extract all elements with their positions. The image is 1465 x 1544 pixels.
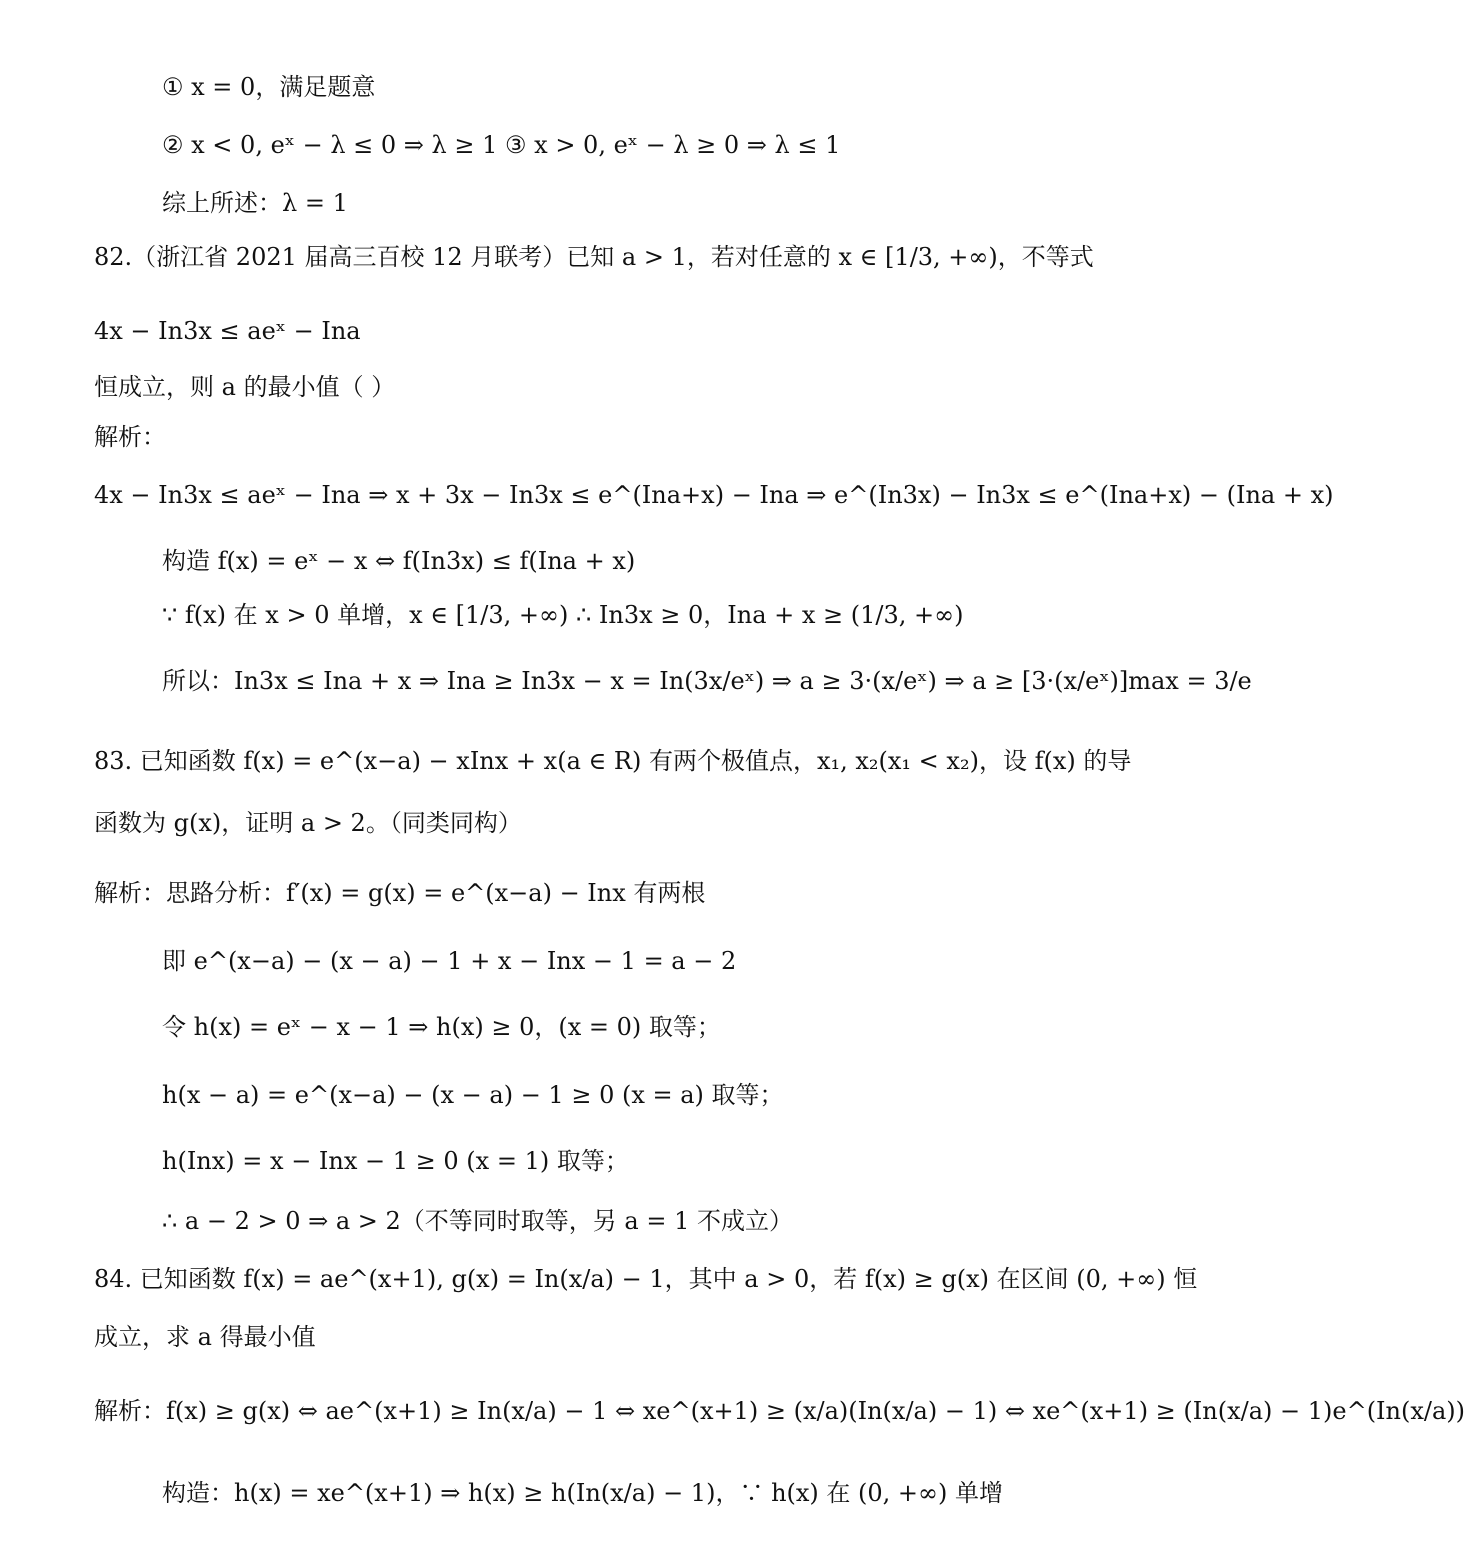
text-line-13: 函数为 g(x)，证明 a > 2。（同类同构） [94, 809, 522, 837]
solution-label-84: 解析：f(x) ≥ g(x) ⇔ ae^(x+1) ≥ In(x/a) − 1 ⇔ xe^(x+1) ≥ (x/a)(In(x/a) − 1) ⇔ xe^(x+1) ≥ (In(x/a) − 1)e^(In(x/a)) [94, 1397, 1465, 1425]
text-line-11: 所以：In3x ≤ Ina + x ⇒ Ina ≥ In3x − x = In(3x/eˣ) ⇒ a ≥ 3·(x/eˣ) ⇒ a ≥ [3·(x/eˣ)]max = 3/e [162, 667, 1252, 695]
text-line-10: ∵ f(x) 在 x > 0 单增，x ∈ [1/3, +∞) ∴ In3x ≥ 0，Ina + x ≥ (1/3, +∞) [162, 601, 964, 629]
text-line-18: h(Inx) = x − Inx − 1 ≥ 0 (x = 1) 取等； [162, 1147, 629, 1175]
solution-label-82: 解析： [94, 423, 166, 451]
text-line-1: ① x = 0，满足题意 [162, 73, 376, 101]
text-line-23: 构造：h(x) = xe^(x+1) ⇒ h(x) ≥ h(In(x/a) − 1)，∵ h(x) 在 (0, +∞) 单增 [162, 1479, 1004, 1507]
problem-84-statement: 84. 已知函数 f(x) = ae^(x+1), g(x) = In(x/a) − 1，其中 a > 0，若 f(x) ≥ g(x) 在区间 (0, +∞) 恒 [94, 1265, 1198, 1293]
solution-label-83: 解析：思路分析：f′(x) = g(x) = e^(x−a) − Inx 有两根 [94, 879, 706, 907]
text-line-16: 令 h(x) = eˣ − x − 1 ⇒ h(x) ≥ 0，(x = 0) 取等； [162, 1013, 721, 1041]
text-line-3: 综上所述：λ = 1 [162, 189, 348, 217]
text-line-9: 构造 f(x) = eˣ − x ⇔ f(In3x) ≤ f(Ina + x) [162, 547, 636, 575]
problem-83-statement: 83. 已知函数 f(x) = e^(x−a) − xInx + x(a ∈ R) 有两个极值点，x₁, x₂(x₁ < x₂)，设 f(x) 的导 [94, 747, 1132, 775]
text-line-15: 即 e^(x−a) − (x − a) − 1 + x − Inx − 1 = a − 2 [162, 947, 737, 975]
text-line-6: 恒成立，则 a 的最小值（ ） [94, 373, 396, 401]
text-line-19: ∴ a − 2 > 0 ⇒ a > 2（不等同时取等，另 a = 1 不成立） [162, 1207, 793, 1235]
text-line-21: 成立，求 a 得最小值 [94, 1323, 316, 1351]
text-line-5: 4x − In3x ≤ aeˣ − Ina [94, 317, 361, 345]
text-line-17: h(x − a) = e^(x−a) − (x − a) − 1 ≥ 0 (x = a) 取等； [162, 1081, 784, 1109]
text-line-2: ② x < 0, eˣ − λ ≤ 0 ⇒ λ ≥ 1 ③ x > 0, eˣ − λ ≥ 0 ⇒ λ ≤ 1 [162, 131, 841, 159]
text-line-8: 4x − In3x ≤ aeˣ − Ina ⇒ x + 3x − In3x ≤ e^(Ina+x) − Ina ⇒ e^(In3x) − In3x ≤ e^(Ina+x) − (Ina + x) [94, 481, 1334, 509]
problem-82-statement: 82.（浙江省 2021 届高三百校 12 月联考）已知 a > 1，若对任意的 x ∈ [1/3, +∞)，不等式 [94, 243, 1094, 271]
